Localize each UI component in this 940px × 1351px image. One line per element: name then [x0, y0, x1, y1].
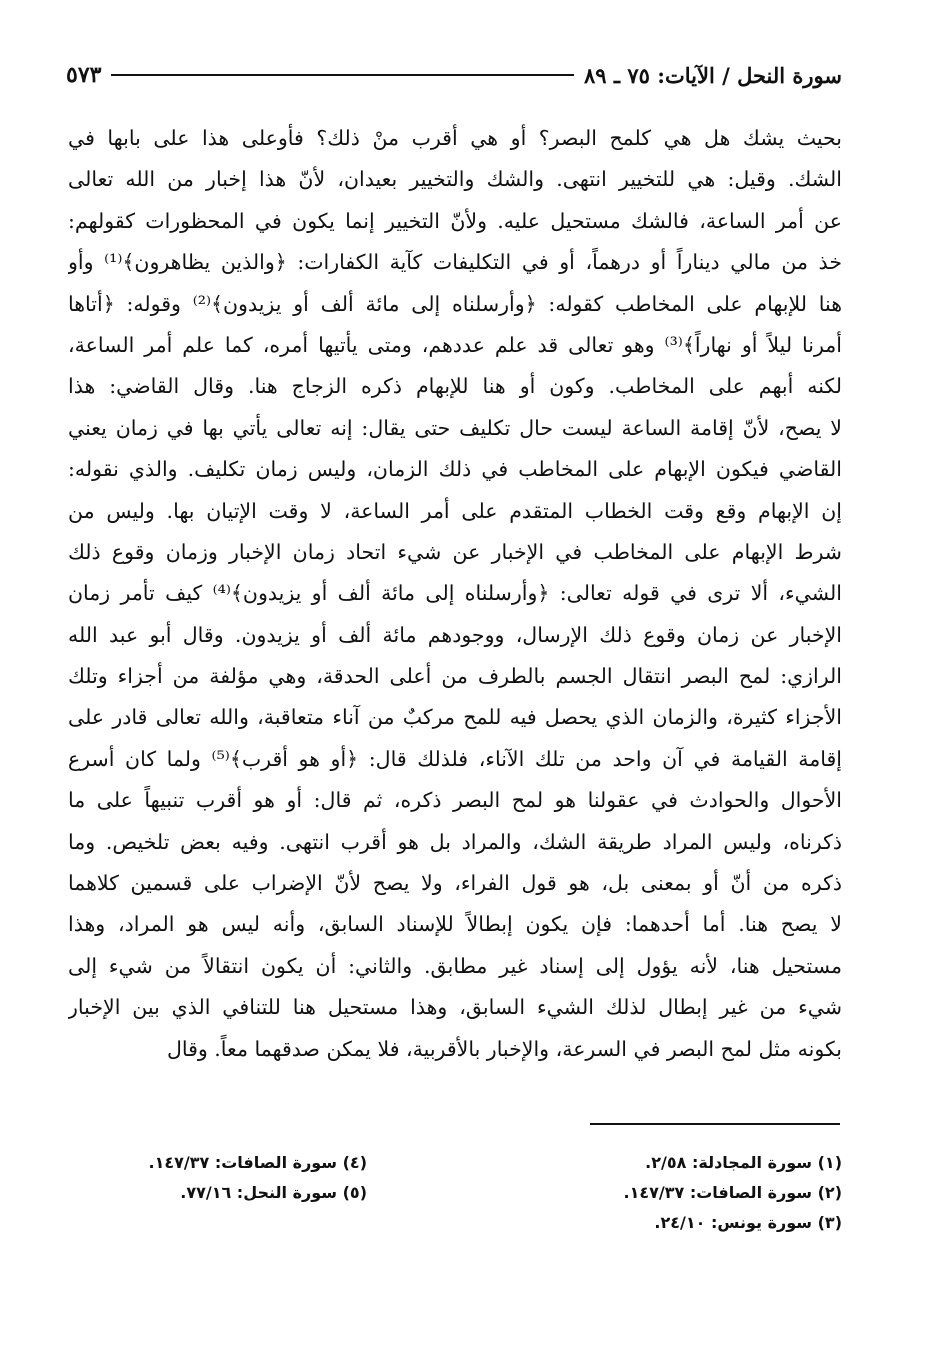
body-line: مستحيل هنا، لأنه يؤول إلى إسناد غير مطابق. والثاني: أن يكون انتقالاً من شيء إلى [68, 953, 842, 978]
footnotes-right-column [624, 1148, 843, 1238]
body-line: الإخبار عن زمان وقوع ذلك الإرسال، ووجودهم مائة ألف أو يزيدون. وقال أبو عبد الله [68, 622, 842, 647]
footnote: (١) سورة المجادلة: ٢/٥٨. [645, 1153, 842, 1172]
body-line: القاضي فيكون الإبهام على المخاطب في ذلك الزمان، وليس زمان تكليف. والذي نقوله: [68, 457, 842, 482]
page-header [66, 58, 842, 92]
footnote-rule [590, 1123, 840, 1125]
body-line: الأجزاء كثيرة، والزمان الذي يحصل فيه للمح مركبٌ من آناء متعاقبة، والله تعالى قادر على [68, 705, 842, 730]
body-line: عن أمر الساعة، فالشك مستحيل عليه. ولأنّ التخيير إنما يكون في المحظورات كقولهم: [68, 208, 842, 233]
body-line: خذ من مالي ديناراً أو درهماً، أو في التكليفات كآية الكفارات: ﴿والذين يظاهرون﴾⁽¹⁾ وأو [68, 250, 842, 275]
page-number: ٥٧٣ [66, 62, 102, 88]
body-line: لا يصح، لأنّ إقامة الساعة ليست حال تكليف حتى يقال: إنه تعالى يأتي بها في زمان يعني [68, 415, 842, 440]
body-line: هنا للإبهام على المخاطب كقوله: ﴿وأرسلناه إلى مائة ألف أو يزيدون﴾⁽²⁾ وقوله: ﴿أتاها [68, 291, 842, 316]
footnote: (٣) سورة يونس: ٢٤/١٠. [654, 1213, 842, 1232]
body-line: ذكره من أنّ أو بمعنى بل، هو قول الفراء، ولا يصح لأنّ الإضراب على قسمين كلاهما [68, 871, 842, 896]
running-title: سورة النحل / الآيات: ٧٥ ـ ٨٩ [583, 62, 842, 88]
footnotes-left-column [149, 1148, 368, 1208]
body-line: الشك. وقيل: هي للتخيير انتهى. والشك والتخيير بعيدان، لأنّ هذا إخبار من الله تعالى [68, 167, 842, 192]
body-line: الرازي: لمح البصر انتقال الجسم بالطرف من أعلى الحدقة، وهي مؤلفة من أجزاء وتلك [68, 664, 842, 689]
body-line: لكنه أبهم على المخاطب. وكون أو هنا للإبهام ذكره الزجاج هنا. وقال القاضي: هذا [68, 374, 842, 399]
body-line: بحيث يشك هل هي كلمح البصر؟ أو هي أقرب منْ ذلك؟ فأوعلى هذا على بابها في [68, 126, 842, 150]
body-line: أمرنا ليلاً أو نهاراً﴾⁽³⁾ وهو تعالى قد علم عددهم، ومتى يأتيها أمره، كما علم أمر الساعة، [68, 332, 842, 357]
body-line: الشيء، ألا ترى في قوله تعالى: ﴿وأرسلناه إلى مائة ألف أو يزيدون﴾⁽⁴⁾ كيف تأمر زمان [68, 581, 842, 606]
header-rule [111, 74, 574, 76]
body-line: لا يصح هنا. أما أحدهما: فإن يكون إبطالاً للإسناد السابق، وأنه ليس هو المراد، وهذا [68, 912, 842, 937]
footnote: (٥) سورة النحل: ٧٧/١٦. [180, 1183, 367, 1202]
body-line: إقامة القيامة في آن واحد من تلك الآناء، فلذلك قال: ﴿أو هو أقرب﴾⁽⁵⁾ ولما كان أسرع [68, 746, 842, 771]
body-line: شرط الإبهام على المخاطب في الإخبار عن شيء اتحاد زمان الإخبار وزمان وقوع ذلك [68, 539, 842, 564]
body-line: الأحوال والحوادث في عقولنا هو لمح البصر ذكره، ثم قال: أو هو أقرب تنبيهاً على ما [68, 788, 842, 813]
footnote: (٢) سورة الصافات: ١٤٧/٣٧. [623, 1183, 842, 1202]
body-line: بكونه مثل لمح البصر في السرعة، والإخبار بالأقربية، فلا يمكن صدقهما معاً. وقال [166, 1036, 842, 1061]
body-line: شيء من غير إبطال لذلك الشيء السابق، وهذا مستحيل هنا للتنافي الذي بين الإخبار [68, 995, 842, 1020]
footnote: (٤) سورة الصافات: ١٤٧/٣٧. [148, 1153, 367, 1172]
body-line: إن الإبهام وقع وقت الخطاب المتقدم على أمر الساعة، لا وقت الإتيان بها. وليس من [68, 498, 842, 523]
body-line: ذكرناه، وليس المراد طريقة الشك، والمراد بل هو أقرب انتهى. وفيه بعض تلخيص. وما [68, 829, 842, 854]
body-text [68, 118, 842, 1070]
